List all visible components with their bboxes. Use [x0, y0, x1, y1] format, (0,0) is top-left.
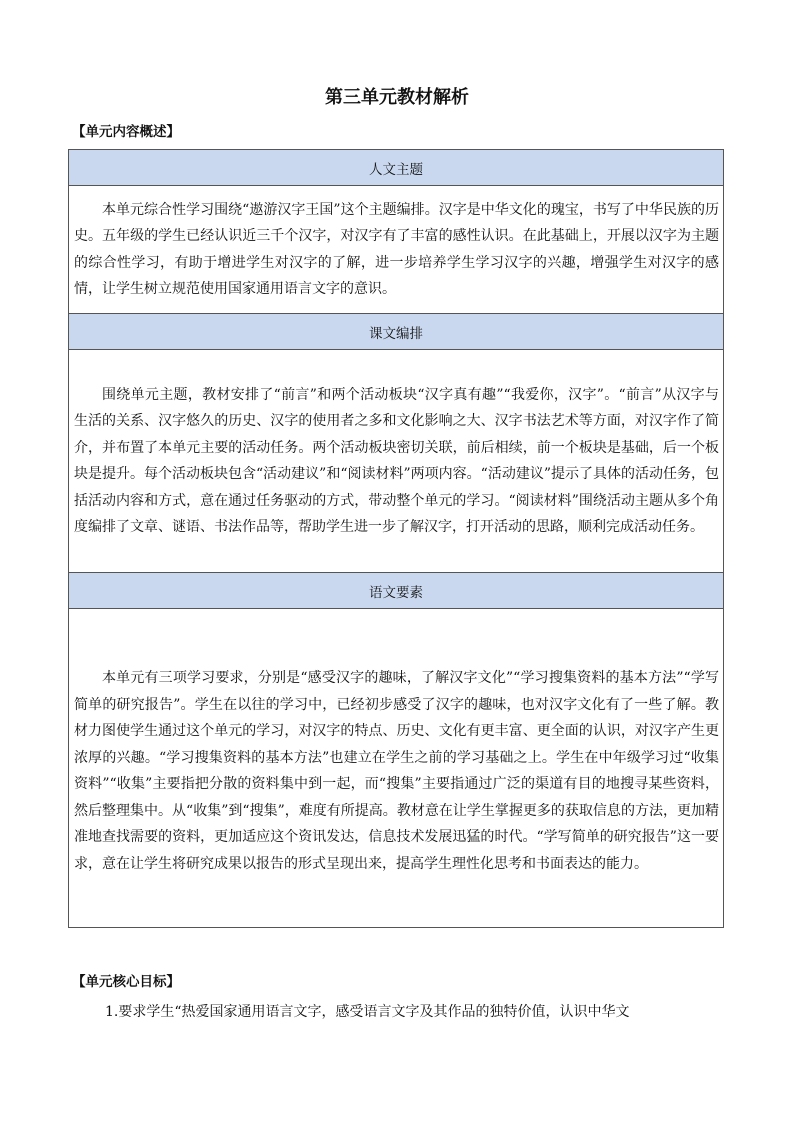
- page-title: 第三单元教材解析: [325, 87, 469, 108]
- overview-table: [68, 149, 724, 928]
- section-body-language-elements: 本单元有三项学习要求，分别是“感受汉字的趣味，了解汉字文化”“学习搜集资料的基本方法”“学写简单的研究报告”。学生在以往的学习中，已经初步感受了汉字的趣味，也对汉字文化有了一些了解。教材力图使学生通过这个单元的学习，对汉字的特点、历史、文化有更丰富、更全面的认识，对汉字产生更浓厚的兴趣。“学习搜集资料的基本方法”也建立在学生之前的学习基础之上。学生在中年级学习过“收集资料”“收集”主要指把分散的资料集中到一起，而“搜集”主要指通过广泛的渠道有目的地搜寻某些资料，然后整理集中。从“收集”到“搜集”，难度有所提高。教材意在让学生掌握更多的获取信息的方法，更加精准地查找需要的资料，更加适应这个资讯发达，信息技术发展迅猛的时代。“学写简单的研究报告”这一要求，意在让学生将研究成果以报告的形式呈现出来，提高学生理性化思考和书面表达的能力。: [74, 670, 719, 872]
- table-body-row: [69, 609, 724, 928]
- table-body-row: [69, 350, 724, 573]
- core-goals-heading: 【单元核心目标】: [72, 974, 180, 990]
- table-header-row: [69, 573, 724, 609]
- section-header-humanities: 人文主题: [69, 150, 724, 186]
- section-body-humanities: 本单元综合性学习围绕“遨游汉字王国”这个主题编排。汉字是中华文化的瑰宝，书写了中华民族的历史。五年级的学生已经认识近三千个汉字，对汉字有了丰富的感性认识。在此基础上，开展以汉字为主题的综合性学习，有助于增进学生对汉字的了解，进一步培养学生学习汉字的兴趣，增强学生对汉字的感情，让学生树立规范使用国家通用语言文字的意识。: [74, 201, 719, 297]
- section-header-language-elements: 语文要素: [69, 573, 724, 609]
- table-header-row: [69, 150, 724, 186]
- overview-heading: 【单元内容概述】: [72, 124, 180, 140]
- section-body-arrangement: 围绕单元主题，教材安排了“前言”和两个活动板块“汉字真有趣”“我爱你，汉字”。“前言”从汉字与生活的关系、汉字悠久的历史、汉字的使用者之多和文化影响之大、汉字书法艺术等方面，对汉字作了简介，并布置了本单元主要的活动任务。两个活动板块密切关联，前后相续，前一个板块是基础，后一个板块是提升。每个活动板块包含“活动建议”和“阅读材料”两项内容。“活动建议”提示了具体的活动任务，包括活动内容和方式，意在通过任务驱动的方式，带动整个单元的学习。“阅读材料”围绕活动主题从多个角度编排了文章、谜语、书法作品等，帮助学生进一步了解汉字，打开活动的思路，顺利完成活动任务。: [74, 386, 719, 535]
- goal-item: 1.要求学生“热爱国家通用语言文字，感受语言文字及其作品的独特价值，认识中华文: [105, 1004, 630, 1020]
- table-body-row: [69, 186, 724, 314]
- section-header-arrangement: 课文编排: [69, 314, 724, 350]
- table-header-row: [69, 314, 724, 350]
